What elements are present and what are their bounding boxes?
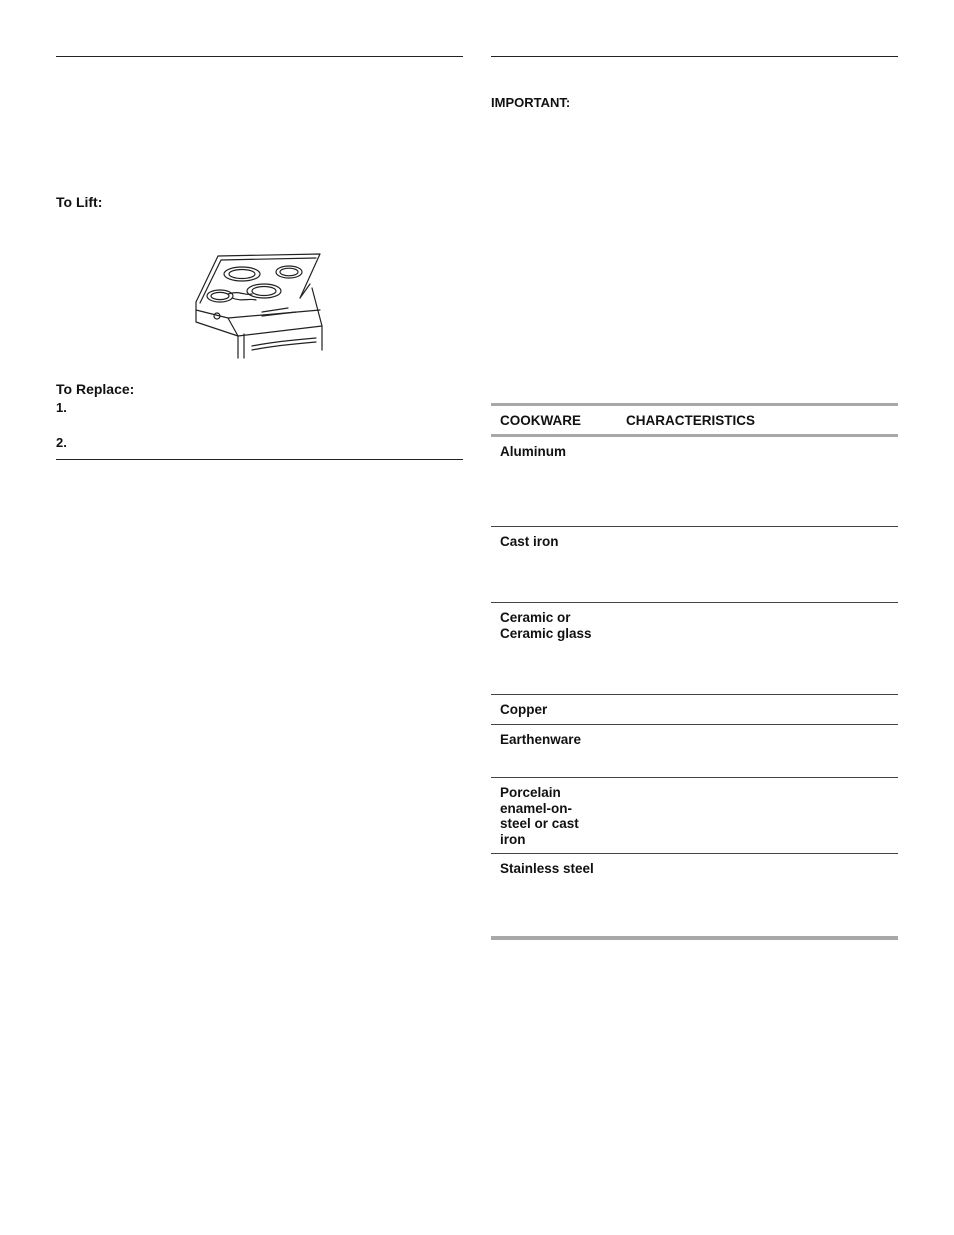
left-section-end-rule: [56, 459, 463, 460]
table-row: [491, 778, 898, 854]
right-top-rule: [491, 56, 898, 57]
table-row: [491, 854, 898, 936]
table-row: [491, 527, 898, 603]
cookware-name: Cast iron: [500, 534, 559, 549]
table-row: [491, 725, 898, 778]
step-2-number: 2.: [56, 435, 67, 450]
header-cookware: COOKWARE: [500, 413, 581, 428]
cookware-name: Stainless steel: [500, 861, 594, 876]
important-label: IMPORTANT:: [491, 95, 571, 110]
cookware-name: Ceramic or Ceramic glass: [500, 610, 592, 641]
to-lift-label: To Lift:: [56, 194, 103, 210]
table-bottom-bar: [491, 936, 898, 940]
table-header: [491, 406, 898, 434]
cookware-name: Earthenware: [500, 732, 582, 747]
cookware-table: [491, 403, 898, 940]
header-characteristics: CHARACTERISTICS: [626, 413, 756, 428]
table-row: [491, 603, 898, 695]
to-replace-label: To Replace:: [56, 381, 135, 397]
table-row: [491, 437, 898, 527]
cooktop-lifted-illustration: [192, 250, 326, 367]
step-1-number: 1.: [56, 400, 67, 415]
cookware-name: Aluminum: [500, 444, 566, 459]
cookware-name: Porcelain enamel-on- steel or cast iron: [500, 785, 579, 847]
table-row: [491, 695, 898, 725]
cookware-name: Copper: [500, 702, 548, 717]
left-top-rule: [56, 56, 463, 57]
